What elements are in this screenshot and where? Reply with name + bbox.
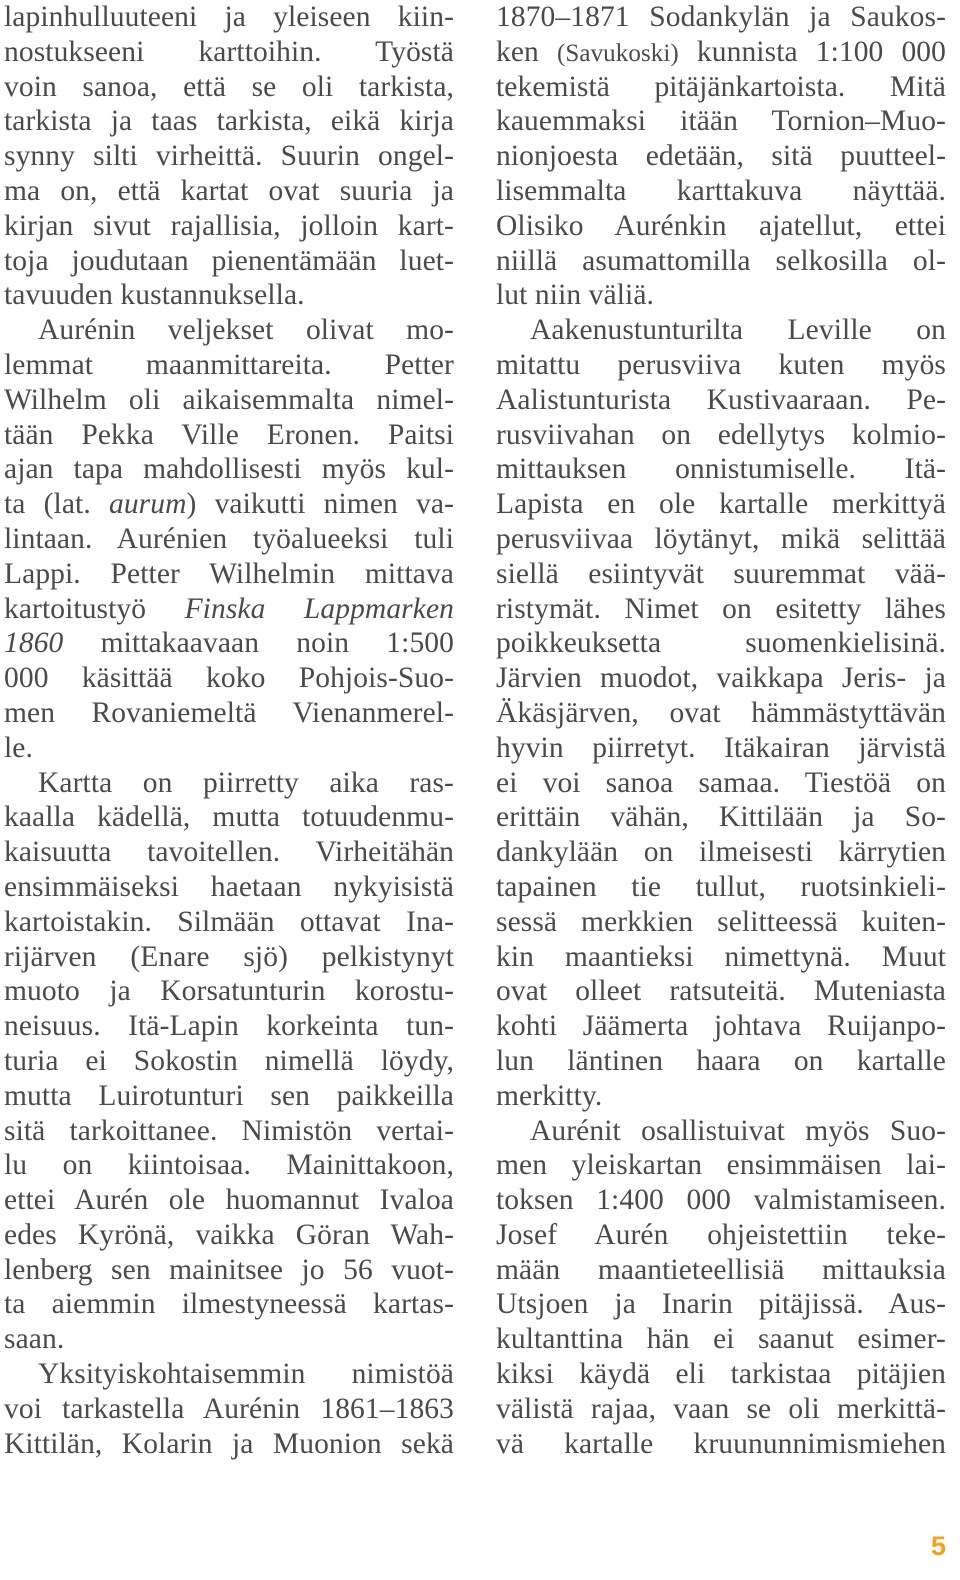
text-line: lun läntinen haara on kartalle [496, 1044, 946, 1077]
text-line: men Rovaniemeltä Vienanmerel- [4, 696, 454, 729]
text-line: poikkeuksetta suomenkielisinä. [496, 627, 946, 660]
text-line: mään maantieteellisiä mittauksia [496, 1253, 946, 1286]
text-line: vä kartalle kruununnimismiehen [496, 1427, 946, 1460]
text-line: 1870–1871 Sodankylän ja Saukos- [496, 1, 946, 33]
text-line: kirjan sivut rajallisia, jolloin kart- [4, 209, 454, 242]
page-number: 5 [930, 1531, 946, 1561]
text-line: sessä merkkien selitteessä kuiten- [496, 905, 946, 938]
text-line: erittäin vähän, Kittilään ja So- [496, 801, 946, 834]
text-line: ensimmäiseksi haetaan nykyisistä [4, 870, 454, 903]
text-line: ei voi sanoa samaa. Tiestöä on [496, 766, 946, 799]
text-line: tään Pekka Ville Eronen. Paitsi [4, 418, 454, 451]
text-line: 000 käsittää koko Pohjois-Suo- [4, 662, 454, 695]
text-line: tarkista ja taas tarkista, eikä kirja [4, 105, 454, 138]
text-line: mitattu perusviiva kuten myös [496, 348, 946, 381]
text-line: edes Kyrönä, vaikka Göran Wah- [4, 1218, 454, 1251]
text-line: Aurénit osallistuivat myös Suo- [530, 1114, 946, 1147]
text-line: ta aiemmin ilmestyneessä kartas- [4, 1288, 454, 1321]
text-line: ettei Aurén ole huomannut Ivaloa [4, 1184, 454, 1217]
text-line: lapinhulluuteeni ja yleiseen kiin- [4, 1, 454, 33]
text-line: rijärven (Enare sjö) pelkistynyt [4, 940, 454, 973]
text-line: Aalistunturista Kustivaaraan. Pe- [496, 383, 946, 416]
text-line: saan. [4, 1323, 65, 1356]
text-line: toksen 1:400 000 valmistamiseen. [496, 1184, 946, 1217]
text-line: turia ei Sokostin nimellä löydy, [4, 1044, 454, 1077]
text-line: synny silti virheittä. Suurin ongel- [4, 140, 454, 173]
text-line: mittauksen onnistumiselle. Itä- [496, 453, 946, 486]
text-line: kartoistakin. Silmään ottavat Ina- [4, 905, 454, 938]
text-line: le. [4, 731, 33, 764]
text-line: kauemmaksi itään Tornion–Muo- [496, 105, 946, 138]
text-line: Lappi. Petter Wilhelmin mittava [4, 557, 454, 590]
text-line: kultanttina hän ei saanut esimer- [496, 1323, 946, 1356]
text-line: muoto ja Korsatunturin korostu- [4, 975, 454, 1008]
text-line: toja joudutaan pienentämään luet- [4, 244, 454, 277]
text-line: kin maantieksi nimettynä. Muut [496, 940, 946, 973]
text-line: lut niin väliä. [496, 279, 654, 312]
text-line: Josef Aurén ohjeistettiin teke- [496, 1218, 946, 1251]
text-line: ken (Savukoski) kunnista 1:100 000 [496, 35, 946, 68]
text-line: Äkäsjärven, ovat hämmästyttävän [496, 696, 946, 729]
text-line: Yksityiskohtaisemmin nimistöä [38, 1358, 454, 1391]
text-line: ovat olleet ratsuteitä. Muteniasta [496, 975, 946, 1008]
text-line: lintaan. Aurénien työalueeksi tuli [4, 522, 454, 555]
text-line: kaalla kädellä, mutta totuudenmu- [4, 801, 454, 834]
text-line: ajan tapa mahdollisesti myös kul- [4, 453, 454, 486]
right-text-column [496, 0, 946, 1461]
text-line: tekemistä pitäjänkartoista. Mitä [496, 70, 946, 103]
text-line: kartoitustyö Finska Lappmarken [4, 592, 454, 625]
text-line: rusviivahan on edellytys kolmio- [496, 418, 946, 451]
text-line: 1860 mittakaavaan noin 1:500 [4, 627, 454, 660]
text-line: siellä esiintyvät suuremmat vää- [496, 557, 946, 590]
text-line: kiksi käydä eli tarkistaa pitäjien [496, 1358, 946, 1391]
text-line: lisemmalta karttakuva näyttää. [496, 174, 946, 207]
left-text-column [4, 0, 454, 1461]
text-line: lu on kiintoisaa. Mainittakoon, [4, 1149, 454, 1182]
text-line: voin sanoa, että se oli tarkista, [4, 70, 454, 103]
text-line: Järvien muodot, vaikkapa Jeris- ja [496, 662, 946, 695]
text-line: nionjoesta edetään, sitä puutteel- [496, 140, 946, 173]
text-line: voi tarkastella Aurénin 1861–1863 [4, 1392, 454, 1425]
text-line: Wilhelm oli aikaisemmalta nimel- [4, 383, 454, 416]
text-line: ta (lat. aurum) vaikutti nimen va- [4, 488, 454, 521]
text-line: sitä tarkoittanee. Nimistön vertai- [4, 1114, 454, 1147]
text-line: lemmat maanmittareita. Petter [4, 348, 454, 381]
text-line: tapainen tie tullut, ruotsinkieli- [496, 870, 946, 903]
text-line: hyvin piirretyt. Itäkairan järvistä [496, 731, 946, 764]
text-line: Aakenustunturilta Leville on [530, 314, 946, 347]
text-line: ma on, että kartat ovat suuria ja [4, 174, 454, 207]
text-line: Kittilän, Kolarin ja Muonion sekä [4, 1427, 454, 1460]
text-line: men yleiskartan ensimmäisen lai- [496, 1149, 946, 1182]
text-line: Utsjoen ja Inarin pitäjissä. Aus- [496, 1288, 946, 1321]
text-line: välistä rajaa, vaan se oli merkittä- [496, 1392, 946, 1425]
text-line: tavuuden kustannuksella. [4, 279, 305, 312]
text-line: niillä asumattomilla selkosilla ol- [496, 244, 946, 277]
text-line: dankylään on ilmeisesti kärrytien [496, 836, 946, 869]
text-line: ristymät. Nimet on esitetty lähes [496, 592, 946, 625]
text-line: kaisuutta tavoitellen. Virheitähän [4, 836, 454, 869]
text-line: neisuus. Itä-Lapin korkeinta tun- [4, 1010, 454, 1043]
text-line: lenberg sen mainitsee jo 56 vuot- [4, 1253, 454, 1286]
text-line: perusviivaa löytänyt, mikä selittää [496, 522, 946, 555]
text-line: Olisiko Aurénkin ajatellut, ettei [496, 209, 946, 242]
text-line: Lapista en ole kartalle merkittyä [496, 488, 946, 521]
text-line: Kartta on piirretty aika ras- [38, 766, 454, 799]
text-line: Aurénin veljekset olivat mo- [38, 314, 454, 347]
text-line: kohti Jäämerta johtava Ruijanpo- [496, 1010, 946, 1043]
text-line: mutta Luirotunturi sen paikkeilla [4, 1079, 454, 1112]
text-line: nostukseeni karttoihin. Työstä [4, 35, 454, 68]
text-line: merkitty. [496, 1079, 603, 1112]
